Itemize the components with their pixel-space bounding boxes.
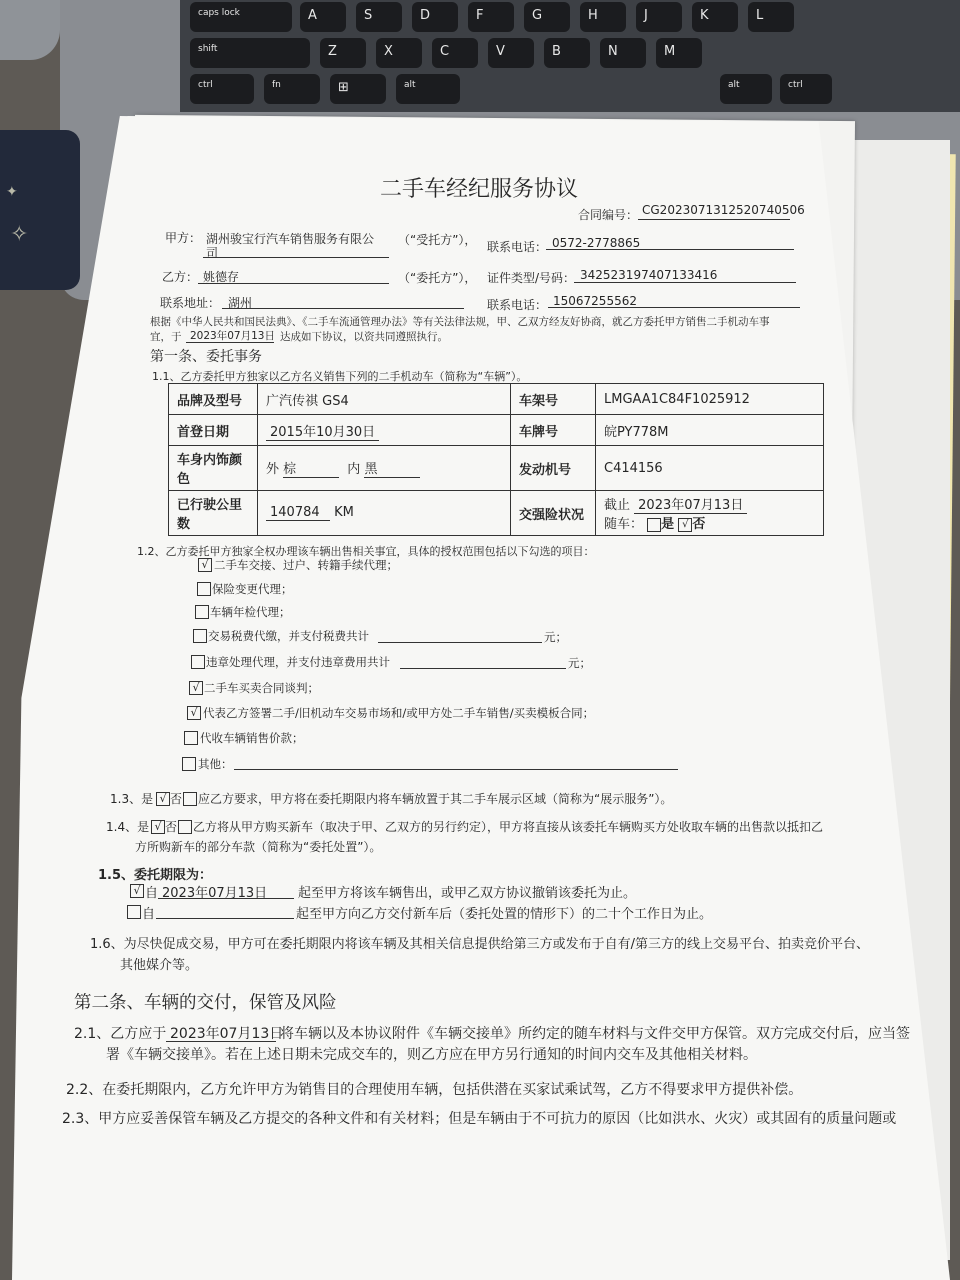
checkbox-no[interactable] [178, 820, 192, 834]
party-a-label: 甲方： [165, 231, 202, 245]
mileage-value: 140784 [266, 505, 330, 521]
term-option-a: 起至甲方将该车辆售出，或甲乙双方协议撤销该委托为止。 [298, 886, 637, 901]
brand-label: 品牌及型号 [169, 384, 258, 415]
option-8: 代收车辆销售价款； [200, 731, 304, 745]
vin-label: 车架号 [511, 384, 596, 415]
checkbox-yes-checked[interactable]: √ [151, 820, 165, 834]
option-checkbox[interactable] [197, 582, 211, 596]
vehicle-table [168, 383, 824, 536]
plate-value: 皖PY778M [596, 415, 824, 446]
option-3: 车辆年检代理； [210, 605, 291, 619]
option-9: 其他： [198, 757, 233, 771]
option-checkbox[interactable] [195, 605, 209, 619]
term-checkbox[interactable] [127, 905, 141, 919]
color-out-value: 棕 [283, 458, 339, 478]
document-title: 二手车经纪服务协议 [380, 177, 579, 202]
checkbox-yes[interactable] [647, 518, 661, 532]
term-start-date: 2023年07月13日 [162, 886, 268, 901]
phone-label-2: 联系电话： [487, 298, 548, 312]
key: L [748, 2, 794, 32]
article-2-title: 第二条、车辆的交付，保管及风险 [74, 993, 337, 1013]
article-1-title: 第一条、委托事务 [150, 349, 262, 365]
key: alt [720, 74, 772, 104]
key: N [600, 38, 646, 68]
underline [546, 249, 794, 250]
key: ctrl [780, 74, 832, 104]
party-b-id: 342523197407133416 [580, 268, 718, 282]
clause-1-4-a: 1.4、是 [106, 820, 150, 834]
key: H [580, 2, 626, 32]
color-in-label: 内 [347, 462, 361, 477]
option-checkbox-checked[interactable]: √ [187, 706, 201, 720]
color-cell [258, 446, 511, 491]
underline [156, 918, 294, 919]
key: X [376, 38, 422, 68]
underline [166, 1041, 276, 1042]
clause-2-2: 2.2、在委托期限内，乙方允许甲方为销售目的合理使用车辆，包括供潜在买家试乘试驾，乙方不得要求甲方提供补偿。 [66, 1082, 803, 1098]
vin-value: LMGAA1C84F1025912 [596, 384, 824, 415]
preamble-date: 2023年07月13日 [190, 330, 275, 342]
key: M [656, 38, 702, 68]
key: B [544, 38, 590, 68]
clause-1-4-b: 否 [165, 820, 178, 834]
option-checkbox[interactable] [182, 757, 196, 771]
reg-date-value: 2015年10月30日 [266, 425, 379, 441]
option-4: 交易税费代缴，并支付税费共计 [208, 629, 369, 643]
underline [158, 898, 294, 899]
term-from-label: 自 [142, 907, 156, 922]
checkbox-no[interactable] [183, 792, 197, 806]
option-2: 保险变更代理； [212, 582, 293, 596]
emblem-icon: ✦ [6, 184, 18, 200]
clause-1-3-b: 否 [170, 792, 183, 806]
mileage-cell [258, 491, 511, 536]
party-a-phone: 0572-2778865 [552, 236, 641, 250]
underline [548, 307, 800, 308]
clause-1-5: 1.5、委托期限为： [98, 868, 213, 883]
underline [234, 769, 678, 770]
phone-label: 联系电话： [487, 240, 548, 254]
key: alt [396, 74, 460, 104]
key: J [636, 2, 682, 32]
underline [198, 283, 389, 284]
party-b-phone: 15067255562 [553, 294, 637, 308]
color-out-label: 外 [266, 462, 280, 477]
underline [186, 342, 274, 343]
option-checkbox-checked[interactable]: √ [189, 681, 203, 695]
key: S [356, 2, 402, 32]
engine-label: 发动机号 [511, 446, 596, 491]
option-checkbox[interactable] [191, 655, 205, 669]
option-7: 代表乙方签署二手/旧机动车交易市场和/或甲方处二手车销售/买卖模板合同； [203, 706, 595, 720]
underline [638, 219, 790, 220]
plate-label: 车牌号 [511, 415, 596, 446]
clause-1-4-c: 乙方将从甲方购买新车（取决于甲、乙双方的另行约定），甲方将直接从该委托车辆购买方处收取车辆的出售款以抵扣乙 [193, 820, 824, 834]
insurance-until-date: 2023年07月13日 [634, 498, 747, 514]
clause-1-4-d: 方所购新车的部分车款（简称为“委托处置”）。 [135, 840, 382, 854]
option-5: 违章处理代理，并支付违章费用共计 [206, 655, 390, 669]
clause-2-1-b: 将车辆以及本协议附件《车辆交接单》所约定的随车材料与文件交甲方保管。双方完成交付后，应当签 [280, 1026, 910, 1042]
key: K [692, 2, 738, 32]
term-option-b: 起至甲方向乙方交付新车后（委托处置的情形下）的二十个工作日为止。 [296, 907, 713, 922]
clause-1-3-c: 应乙方要求，甲方将在委托期限内将车辆放置于其二手车展示区域（简称为“展示服务”）。 [198, 792, 673, 806]
key: A [300, 2, 346, 32]
yuan-label: 元； [568, 656, 591, 670]
key: F [468, 2, 514, 32]
mileage-label: 已行驶公里数 [169, 491, 258, 536]
reg-date-label: 首登日期 [169, 415, 258, 446]
option-6: 二手车买卖合同谈判； [204, 681, 319, 695]
key: G [524, 2, 570, 32]
contract-number-label: 合同编号： [578, 208, 639, 222]
clause-2-1-c: 署《车辆交接单》。若在上述日期未完成交车的，则乙方应在甲方另行通知的时间内交车及其他相关材料。 [106, 1047, 757, 1063]
color-in-value: 黑 [364, 458, 420, 478]
brand-value: 广汽传祺 GS4 [258, 384, 511, 415]
clause-1-6-a: 1.6、为尽快促成交易，甲方可在委托期限内将该车辆及其相关信息提供给第三方或发布于自有/第三方的线上交易平台、拍卖竞价平台、 [90, 937, 870, 952]
clause-1-1: 1.1、乙方委托甲方独家以乙方名义销售下列的二手机动车（简称为“车辆”）。 [152, 370, 528, 383]
id-label: 证件类型/号码： [487, 271, 576, 285]
clause-2-3: 2.3、甲方应妥善保管车辆及乙方提交的各种文件和有关材料；但是车辆由于不可抗力的原因（比如洪水、火灾）或其固有的质量问题或 [62, 1111, 897, 1127]
insurance-until-label: 截止 [604, 498, 631, 513]
preamble-2a: 宜，于 [150, 331, 182, 343]
clause-2-1-a: 2.1、乙方应于 [74, 1026, 167, 1042]
option-checkbox[interactable] [184, 731, 198, 745]
color-label: 车身内饰颜色 [169, 446, 258, 491]
underline [400, 668, 566, 669]
clause-1-2: 1.2、乙方委托甲方独家全权办理该车辆出售相关事宜，具体的授权范围包括以下勾选的项目： [137, 545, 595, 558]
key: D [412, 2, 458, 32]
mileage-unit: KM [334, 505, 354, 520]
key: shift [190, 38, 310, 68]
underline [222, 308, 464, 309]
engine-value: C414156 [596, 446, 824, 491]
option-checkbox-checked[interactable]: √ [198, 558, 212, 572]
clause-1-3-a: 1.3、是 [110, 792, 154, 806]
preamble-line-1: 根据《中华人民共和国民法典》、《二手车流通管理办法》等有关法律法规，甲、乙双方经友好协商，就乙方委托甲方销售二手机动车事 [150, 316, 770, 328]
address: 湖州 [228, 296, 253, 310]
insurance-follow-label: 随车： [604, 517, 644, 532]
address-label: 联系地址： [160, 296, 221, 310]
term-checkbox-checked[interactable]: √ [130, 884, 144, 898]
party-b-label: 乙方： [162, 270, 199, 284]
emblem-icon: ✧ [10, 222, 29, 247]
party-a-name-cont: 司 [206, 246, 219, 260]
term-from-label: 自 [145, 886, 159, 901]
party-a-name: 湖州骏宝行汽车销售服务有限公 [206, 232, 375, 246]
clause-1-6-b: 其他媒介等。 [120, 958, 199, 973]
clause-2-1-date: 2023年07月13日 [170, 1026, 284, 1042]
no-label: 否 [692, 517, 706, 532]
key: ctrl [190, 74, 254, 104]
key: C [432, 38, 478, 68]
option-1: 二手车交接、过户、转籍手续代理； [214, 558, 398, 572]
key: caps lock [190, 2, 292, 32]
key: fn [264, 74, 320, 104]
party-b-name: 姚德存 [203, 270, 240, 284]
key: V [488, 38, 534, 68]
underline [574, 282, 796, 283]
party-a-role: （“受托方”）， [398, 233, 477, 247]
windows-key-icon: ⊞ [330, 74, 386, 104]
checkbox-yes-checked[interactable]: √ [156, 792, 170, 806]
underline [378, 642, 542, 643]
option-checkbox[interactable] [193, 629, 207, 643]
insurance-cell [596, 491, 824, 536]
preamble-2b: 达成如下协议，以资共同遵照执行。 [280, 331, 448, 343]
underline [203, 257, 389, 258]
key: Z [320, 38, 366, 68]
checkbox-no-checked[interactable]: √ [678, 518, 692, 532]
contract-number: CG2023071312520740506 [642, 203, 805, 217]
yuan-label: 元； [544, 630, 567, 644]
party-b-role: （“委托方”）， [398, 271, 477, 285]
yes-label: 是 [661, 517, 675, 532]
insurance-label: 交强险状况 [511, 491, 596, 536]
reg-date-cell [258, 415, 511, 446]
